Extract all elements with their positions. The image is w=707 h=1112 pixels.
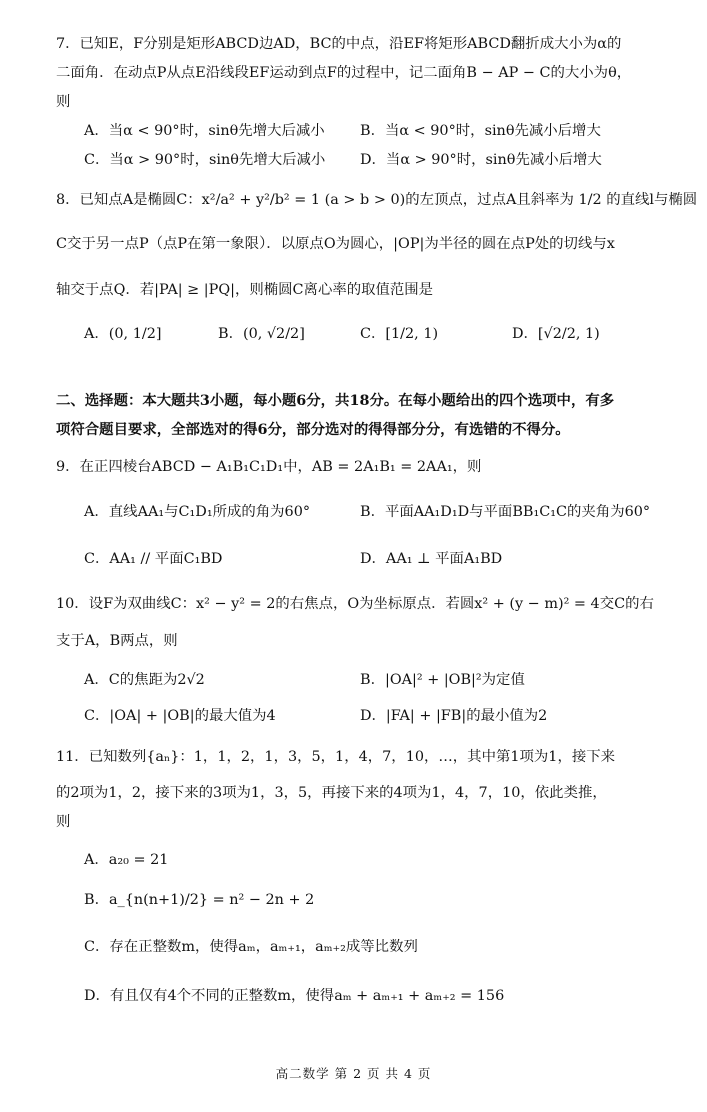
q9-option-d: D．AA₁ ⊥ 平面A₁BD: [360, 551, 503, 567]
q11-stem-line3: 则: [56, 814, 71, 830]
q11-stem-line2: 的2项为1，2，接下来的3项为1，3，5，再接下来的4项为1，4，7，10，依此类推，: [56, 785, 607, 801]
q8-option-c: C．[1/2, 1): [360, 326, 439, 342]
q9-stem: 9．在正四棱台ABCD − A₁B₁C₁D₁中，AB = 2A₁B₁ = 2AA₁，则: [56, 459, 482, 475]
q11-option-d: D．有且仅有4个不同的正整数m，使得aₘ + aₘ₊₁ + aₘ₊₂ = 156: [84, 988, 505, 1004]
q7-stem-line1: 7．已知E，F分别是矩形ABCD边AD，BC的中点，沿EF将矩形ABCD翻折成大小为α的: [56, 36, 622, 52]
q9-option-c: C．AA₁ // 平面C₁BD: [84, 551, 223, 567]
q8-stem-line3: 轴交于点Q．若|PA| ≥ |PQ|，则椭圆C离心率的取值范围是: [56, 282, 434, 298]
q7-option-c: C．当α > 90°时，sinθ先增大后减小: [84, 152, 326, 168]
section2-heading-line1: 二、选择题：本大题共3小题，每小题6分，共18分。在每小题给出的四个选项中，有多: [56, 392, 615, 409]
section2-heading-line2: 项符合题目要求，全部选对的得6分，部分选对的得得部分分，有选错的不得分。: [56, 421, 570, 438]
q9-option-a: A．直线AA₁与C₁D₁所成的角为60°: [84, 504, 311, 520]
q10-stem-line2: 支于A，B两点，则: [56, 633, 178, 649]
q11-stem-line1: 11．已知数列{aₙ}：1，1，2，1，3，5，1，4，7，10，…，其中第1项为1，接下来: [56, 749, 616, 765]
q11-option-a: A．a₂₀ = 21: [84, 852, 169, 868]
q10-option-b: B．|OA|² + |OB|²为定值: [360, 672, 525, 688]
q11-option-b: B．a_{n(n+1)/2} = n² − 2n + 2: [84, 892, 315, 908]
q7-stem-line3: 则: [56, 94, 71, 110]
q10-option-c: C．|OA| + |OB|的最大值为4: [84, 708, 276, 724]
q8-stem-line2: C交于另一点P（点P在第一象限）．以原点O为圆心，|OP|为半径的圆在点P处的切线与x: [56, 236, 615, 252]
q8-option-b: B．(0, √2/2]: [218, 326, 305, 342]
q9-option-b: B．平面AA₁D₁D与平面BB₁C₁C的夹角为60°: [360, 504, 651, 520]
q11-option-c: C．存在正整数m，使得aₘ，aₘ₊₁，aₘ₊₂成等比数列: [84, 939, 418, 955]
q7-option-b: B．当α < 90°时，sinθ先减小后增大: [360, 123, 601, 139]
q10-stem-line1: 10．设F为双曲线C：x² − y² = 2的右焦点，O为坐标原点．若圆x² + (y − m)² = 4交C的右: [56, 596, 654, 612]
q7-option-d: D．当α > 90°时，sinθ先减小后增大: [360, 152, 602, 168]
q10-option-d: D．|FA| + |FB|的最小值为2: [360, 708, 548, 724]
page-footer: 高二数学 第 2 页 共 4 页: [275, 1066, 432, 1081]
q10-option-a: A．C的焦距为2√2: [84, 672, 205, 688]
q8-stem-line1: 8．已知点A是椭圆C：x²/a² + y²/b² = 1 (a > b > 0)的左顶点，过点A且斜率为 1/2 的直线l与椭圆: [56, 192, 698, 208]
q8-option-d: D．[√2/2, 1): [512, 326, 600, 342]
q8-option-a: A．(0, 1/2]: [84, 326, 162, 342]
q7-stem-line2: 二面角．在动点P从点E沿线段EF运动到点F的过程中，记二面角B − AP − C的大小为θ，: [56, 65, 632, 81]
q7-option-a: A．当α < 90°时，sinθ先增大后减小: [84, 123, 325, 139]
